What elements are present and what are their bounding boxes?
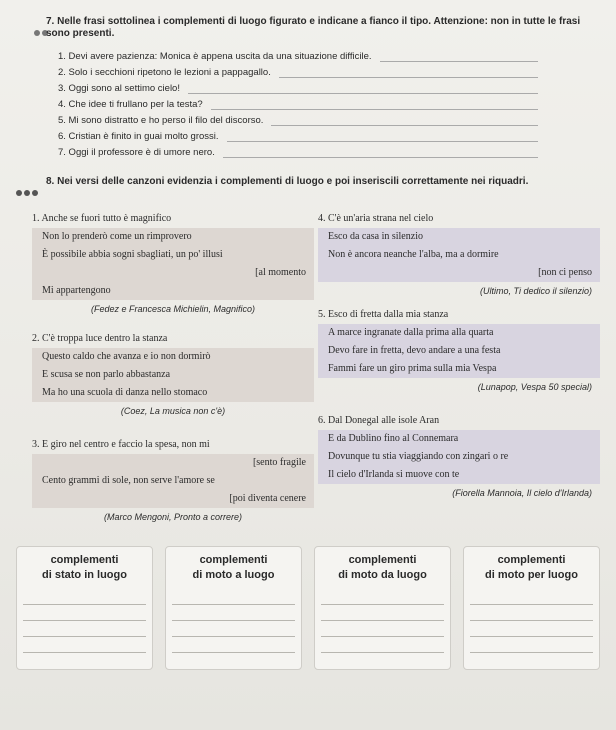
answer-line[interactable] (470, 621, 593, 637)
box-moto-da-luogo[interactable]: complementi di moto da luogo (314, 546, 451, 670)
box-moto-a-luogo[interactable]: complementi di moto a luogo (165, 546, 302, 670)
difficulty-dot (32, 190, 38, 196)
answer-line[interactable] (271, 125, 538, 126)
answer-line[interactable] (172, 589, 295, 605)
song-source: (Marco Mengoni, Pronto a correre) (103, 512, 243, 522)
song-source: (Ultimo, Ti dedico il silenzio) (480, 286, 592, 296)
answer-line[interactable] (470, 605, 593, 621)
song-source: (Coez, La musica non c'è) (120, 406, 226, 416)
list-item[interactable]: 1. Devi avere pazienza: Monica è appena uscita da una situazione difficile. (58, 48, 538, 64)
song-source: (Lunapop, Vespa 50 special) (477, 382, 592, 392)
list-item[interactable]: 7. Oggi il professore è di umore nero. (58, 144, 538, 160)
answer-line[interactable] (223, 157, 538, 158)
exercise-7-title: 7. Nelle frasi sottolinea i complementi di luogo figurato e indicane a fianco il tipo. Attenzione: non in tutte le frasi sono presenti. (46, 16, 581, 39)
poem-5: 5. Esco di fretta dalla mia stanza A marce ingranate dalla prima alla quarta Devo fare in fretta, devo andare a una festa Fammi fare un giro prima sulla mia Vespa (Lunapop, Vespa 50 special) (318, 306, 600, 396)
answer-line[interactable] (172, 637, 295, 653)
answer-line[interactable] (470, 637, 593, 653)
list-item[interactable]: 5. Mi sono distratto e ho perso il filo del discorso. (58, 112, 538, 128)
song-source: (Fedez e Francesca Michielin, Magnifico) (90, 304, 256, 314)
answer-line[interactable] (321, 589, 444, 605)
answer-line[interactable] (23, 605, 146, 621)
answer-line[interactable] (172, 605, 295, 621)
poem-2: 2. C'è troppa luce dentro la stanza Questo caldo che avanza e io non dormirò E scusa se non parlo abbastanza Ma ho una scuola di danza nello stomaco (Coez, La musica non c'è) (32, 330, 314, 420)
list-item[interactable]: 3. Oggi sono al settimo cielo! (58, 80, 538, 96)
answer-line[interactable] (172, 621, 295, 637)
list-item[interactable]: 4. Che idee ti frullano per la testa? (58, 96, 538, 112)
box-stato-in-luogo[interactable]: complementi di stato in luogo (16, 546, 153, 670)
answer-line[interactable] (23, 637, 146, 653)
poem-1: 1. Anche se fuori tutto è magnifico Non lo prenderò come un rimprovero È possibile abbia sogni sbagliati, un po' illusi [al momento Mi appartengono (Fedez e Francesca Michielin, Magnifico) (32, 210, 314, 318)
answer-line[interactable] (321, 605, 444, 621)
answer-line[interactable] (211, 109, 538, 110)
poem-3: 3. E giro nel centro e faccio la spesa, non mi [sento fragile Cento grammi di sole, non serve l'amore se [poi diventa cenere (Marco Mengoni, Pronto a correre) (32, 436, 314, 526)
answer-line[interactable] (279, 77, 538, 78)
answer-line[interactable] (23, 621, 146, 637)
answer-line[interactable] (380, 61, 538, 62)
exercise-7-list (58, 48, 538, 160)
difficulty-dot (24, 190, 30, 196)
difficulty-dot (34, 30, 40, 36)
answer-line[interactable] (321, 621, 444, 637)
answer-boxes (16, 546, 600, 670)
poem-6: 6. Dal Donegal alle isole Aran E da Dublino fino al Connemara Dovunque tu stia viaggiando con zingari o re Il cielo d'Irlanda si muove con te (Fiorella Mannoia, Il cielo d'Irlanda) (318, 412, 600, 502)
poem-4: 4. C'è un'aria strana nel cielo Esco da casa in silenzio Non è ancora neanche l'alba, ma a dormire [non ci penso (Ultimo, Ti dedico il silenzio) (318, 210, 600, 300)
answer-line[interactable] (470, 589, 593, 605)
answer-line[interactable] (227, 141, 538, 142)
answer-line[interactable] (23, 589, 146, 605)
list-item[interactable]: 6. Cristian è finito in guai molto grossi. (58, 128, 538, 144)
answer-line[interactable] (188, 93, 538, 94)
difficulty-dots-ex8 (16, 190, 38, 196)
answer-line[interactable] (321, 637, 444, 653)
list-item[interactable]: 2. Solo i secchioni ripetono le lezioni a pappagallo. (58, 64, 538, 80)
difficulty-dot (16, 190, 22, 196)
song-source: (Fiorella Mannoia, Il cielo d'Irlanda) (452, 488, 592, 498)
box-moto-per-luogo[interactable]: complementi di moto per luogo (463, 546, 600, 670)
exercise-8-title: 8. Nei versi delle canzoni evidenzia i complementi di luogo e poi inseriscili correttamente nei riquadri. (46, 176, 529, 187)
